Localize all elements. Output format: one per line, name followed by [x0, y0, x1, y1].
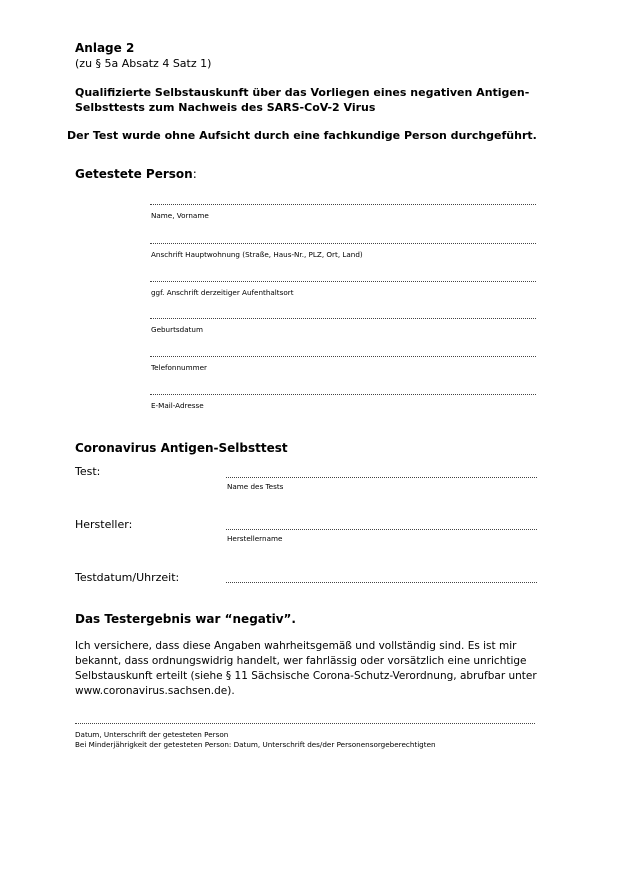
declaration-line-3: Selbstauskunft erteilt (siehe § 11 Sächsische Corona-Schutz-Verordnung, abrufbar unter — [75, 670, 537, 682]
test-datetime-field[interactable] — [226, 582, 537, 583]
name-field[interactable] — [150, 204, 536, 205]
supervision-notice: Der Test wurde ohne Aufsicht durch eine fachkundige Person durchgeführt. — [67, 129, 537, 142]
phone-field-label: Telefonnummer — [151, 363, 207, 372]
selftest-heading: Coronavirus Antigen-Selbsttest — [75, 441, 288, 455]
document-title-line-2: Selbsttests zum Nachweis des SARS-CoV-2 Virus — [75, 101, 376, 114]
address-field-label: Anschrift Hauptwohnung (Straße, Haus-Nr., PLZ, Ort, Land) — [151, 250, 363, 259]
annex-title: Anlage 2 — [75, 41, 135, 55]
test-datetime-label: Testdatum/Uhrzeit: — [75, 571, 180, 584]
manufacturer-label: Hersteller: — [75, 518, 133, 531]
birthdate-field[interactable] — [150, 318, 536, 319]
name-field-label: Name, Vorname — [151, 211, 209, 220]
test-name-sublabel: Name des Tests — [227, 482, 284, 491]
test-name-field[interactable] — [226, 477, 537, 478]
declaration-line-4: www.coronavirus.sachsen.de). — [75, 685, 235, 697]
phone-field[interactable] — [150, 356, 536, 357]
signature-label: Datum, Unterschrift der getesteten Person — [75, 730, 229, 739]
guardian-signature-label: Bei Minderjährigkeit der getesteten Person: Datum, Unterschrift des/der Personensorgeberechtigten — [75, 740, 436, 749]
result-heading: Das Testergebnis war “negativ”. — [75, 612, 296, 626]
declaration-line-1: Ich versichere, dass diese Angaben wahrheitsgemäß und vollständig sind. Es ist mir — [75, 640, 517, 652]
person-heading: Getestete Person: — [75, 167, 197, 181]
declaration-line-2: bekannt, dass ordnungswidrig handelt, wer fahrlässig oder vorsätzlich eine unrichtige — [75, 655, 527, 667]
email-field-label: E-Mail-Adresse — [151, 401, 204, 410]
address-field[interactable] — [150, 243, 536, 244]
test-label: Test: — [75, 465, 101, 478]
manufacturer-field[interactable] — [226, 529, 537, 530]
legal-reference: (zu § 5a Absatz 4 Satz 1) — [75, 57, 212, 70]
current-residence-field[interactable] — [150, 281, 536, 282]
manufacturer-sublabel: Herstellername — [227, 534, 283, 543]
current-residence-field-label: ggf. Anschrift derzeitiger Aufenthaltsort — [151, 288, 294, 297]
birthdate-field-label: Geburtsdatum — [151, 325, 203, 334]
signature-field[interactable] — [75, 723, 535, 724]
email-field[interactable] — [150, 394, 536, 395]
document-title-line-1: Qualifizierte Selbstauskunft über das Vorliegen eines negativen Antigen- — [75, 86, 530, 99]
